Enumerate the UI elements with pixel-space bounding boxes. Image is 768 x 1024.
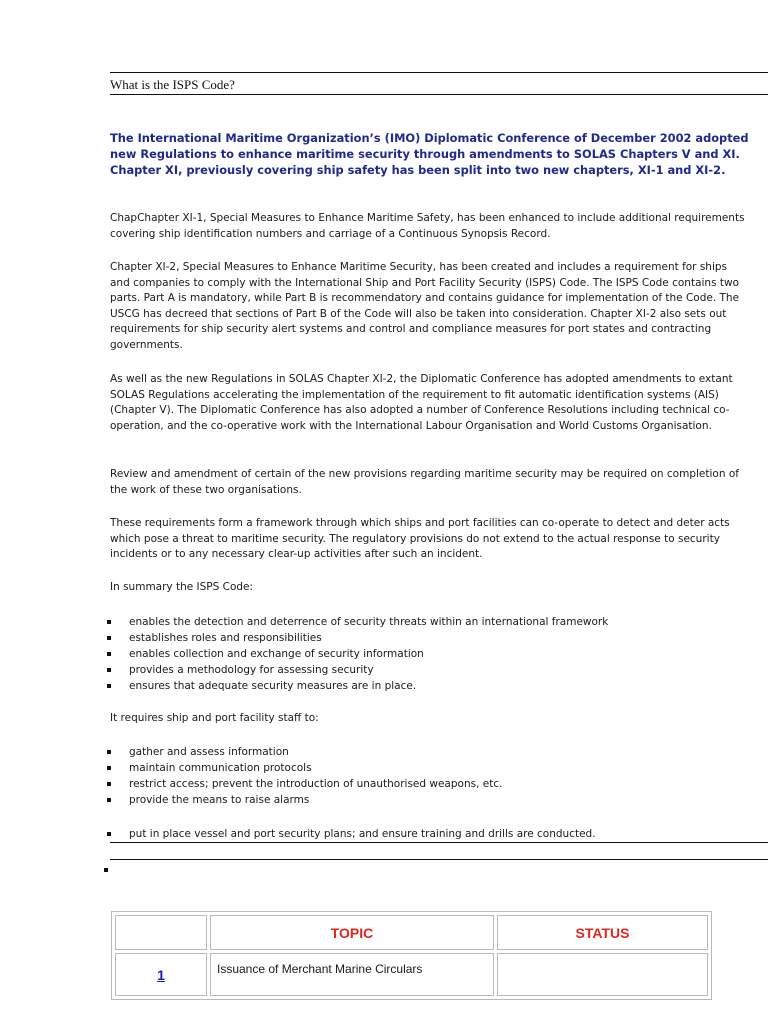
- list-item: ensures that adequate security measures are in place.: [110, 678, 750, 694]
- paragraph-chapter-xi-1: ChapChapter XI-1, Special Measures to Enhance Maritime Safety, has been enhanced to include additional requirements covering ship identification numbers and carriage of a Continuous Synopsis Record.: [110, 212, 745, 240]
- table-header-row: [115, 915, 708, 950]
- section-rule: [110, 859, 768, 860]
- header-cell-status: STATUS: [497, 915, 708, 950]
- title-rule: [110, 94, 768, 95]
- bullet-marker: [104, 868, 108, 872]
- list-item: put in place vessel and port security plans; and ensure training and drills are conducted.: [110, 826, 750, 842]
- header-cell-number: [115, 915, 207, 950]
- list-item: gather and assess information: [110, 744, 750, 760]
- requires-intro: It requires ship and port facility staff to:: [110, 712, 319, 724]
- row-status-cell: [497, 953, 708, 996]
- list-item: restrict access; prevent the introduction of unauthorised weapons, etc.: [110, 776, 750, 792]
- row-number-cell: [115, 953, 207, 996]
- paragraph-framework: These requirements form a framework through which ships and port facilities can co-operate to detect and deter acts which pose a threat to maritime security. The regulatory provisions do not extend to the actual response to security incidents or to any necessary clear-up activities after such an incident.: [110, 517, 730, 561]
- final-list: [110, 826, 750, 842]
- summary-list: [110, 614, 750, 694]
- requires-list: [110, 744, 750, 808]
- intro-paragraph: The International Maritime Organization’s (IMO) Diplomatic Conference of December 2002 adopted new Regulations to enhance maritime security through amendments to SOLAS Chapters V and XI. Chapter XI, previously covering ship safety has been split into two new chapters, XI-1 and XI-2.: [110, 131, 749, 177]
- list-item: establishes roles and responsibilities: [110, 630, 750, 646]
- row-topic-cell: Issuance of Merchant Marine Circulars: [210, 953, 494, 996]
- list-item: provides a methodology for assessing security: [110, 662, 750, 678]
- header-cell-topic: TOPIC: [210, 915, 494, 950]
- list-item: provide the means to raise alarms: [110, 792, 750, 808]
- summary-intro: In summary the ISPS Code:: [110, 581, 254, 593]
- paragraph-chapter-xi-2: Chapter XI-2, Special Measures to Enhance Maritime Security, has been created and includes a requirement for ships and companies to comply with the International Ship and Port Facility Security (ISPS) Code. The ISPS Code contains two parts. Part A is mandatory, while Part B is recommendatory and contains guidance for implementation of the Code. The USCG has decreed that sections of Part B of the Code will also be taken into consideration. Chapter XI-2 also sets out requirements for ship security alert systems and control and compliance measures for port states and contracting governments.: [110, 261, 740, 351]
- top-rule: [110, 72, 768, 73]
- paragraph-amendments: As well as the new Regulations in SOLAS Chapter XI-2, the Diplomatic Conference has adopted amendments to extant SOLAS Regulations accelerating the implementation of the requirement to fit automatic identification systems (AIS) (Chapter V). The Diplomatic Conference has also adopted a number of Conference Resolutions including technical co-operation, and the co-operative work with the International Labour Organisation and World Customs Organisation.: [110, 373, 733, 432]
- page-title: What is the ISPS Code?: [110, 77, 235, 92]
- list-item: enables collection and exchange of security information: [110, 646, 750, 662]
- section-rule: [110, 842, 768, 843]
- table-row: [115, 953, 708, 996]
- paragraph-review: Review and amendment of certain of the new provisions regarding maritime security may be required on completion of the work of these two organisations.: [110, 468, 739, 496]
- list-item: maintain communication protocols: [110, 760, 750, 776]
- list-item: enables the detection and deterrence of security threats within an international framework: [110, 614, 750, 630]
- topics-table: [111, 911, 712, 1000]
- row-number-link[interactable]: 1: [157, 966, 165, 983]
